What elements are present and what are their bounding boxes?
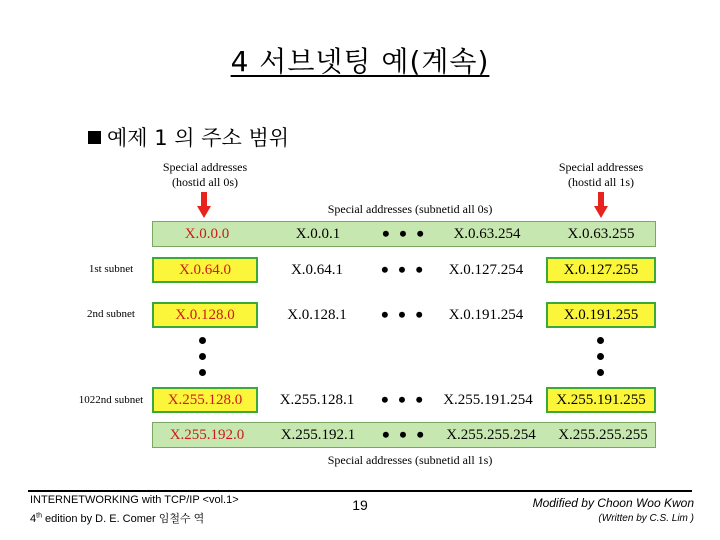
first-host-address: X.0.64.1: [290, 261, 344, 278]
ellipsis-dots: • • •: [380, 257, 426, 282]
first-host-address: X.255.192.1: [280, 426, 356, 443]
side-label-2nd-subnet: 2nd subnet: [87, 308, 135, 320]
page-number: 19: [352, 497, 368, 513]
note-hostid-all-0s: [150, 160, 260, 190]
vertical-dot: [199, 353, 206, 360]
network-address: X.0.64.0: [152, 257, 258, 283]
address-row-subnet1: [152, 257, 656, 283]
network-address: X.255.128.0: [152, 387, 258, 413]
ellipsis-dots: • • •: [381, 221, 427, 246]
last-host-address: X.255.191.254: [443, 391, 533, 408]
first-host-address: X.0.128.1: [287, 306, 347, 323]
network-address: X.0.128.0: [152, 302, 258, 328]
note-subnetid-all-1s: Special addresses (subnetid all 1s): [327, 453, 493, 467]
last-host-address: X.255.255.254: [446, 426, 536, 443]
note-subnetid-all-0s: Special addresses (subnetid all 0s): [327, 202, 493, 216]
edition-suffix: th: [36, 512, 42, 520]
first-host-address: X.0.0.1: [295, 225, 341, 242]
footer-edition: [30, 510, 204, 526]
last-host-address: X.0.127.254: [448, 261, 524, 278]
note-line: Special addresses: [558, 160, 644, 174]
footer-written-by: (Written by C.S. Lim ): [598, 513, 694, 524]
broadcast-address: X.0.63.255: [567, 225, 635, 242]
ellipsis-dots: • • •: [380, 387, 426, 412]
vertical-dot: [597, 369, 604, 376]
ellipsis-dots: • • •: [381, 422, 427, 447]
footer-book-title: INTERNETWORKING with TCP/IP <vol.1>: [30, 494, 239, 506]
note-line: (hostid all 1s): [568, 175, 634, 189]
side-label-1st-subnet: 1st subnet: [88, 263, 134, 275]
footer-divider: [28, 490, 692, 492]
edition-number: 4: [30, 513, 37, 525]
vertical-dot: [597, 337, 604, 344]
vertical-dot: [199, 369, 206, 376]
red-down-arrow-icon: [594, 192, 608, 218]
page-title: 4 서브넷팅 예(계속): [230, 45, 490, 78]
last-host-address: X.0.191.254: [448, 306, 524, 323]
note-line: Special addresses: [162, 160, 248, 174]
bullet-item: [88, 122, 289, 152]
note-hostid-all-1s: [546, 160, 656, 190]
address-row-subnet2: [152, 302, 656, 328]
broadcast-address: X.0.127.255: [546, 257, 656, 283]
footer-modified-by: Modified by Choon Woo Kwon: [532, 496, 694, 510]
bullet-text: 예제 1 의 주소 범위: [107, 126, 290, 150]
network-address: X.0.0.0: [184, 225, 230, 242]
broadcast-address: X.255.255.255: [558, 426, 648, 443]
broadcast-address: X.0.191.255: [546, 302, 656, 328]
ellipsis-dots: • • •: [380, 302, 426, 327]
vertical-dot: [597, 353, 604, 360]
address-row-subnet1022: [152, 387, 656, 413]
red-down-arrow-icon: [197, 192, 211, 218]
edition-text: edition by D. E. Comer 임철수 역: [41, 513, 205, 525]
broadcast-address: X.255.191.255: [546, 387, 656, 413]
address-row-subnet1023: [152, 422, 656, 448]
vertical-dot: [199, 337, 206, 344]
note-line: (hostid all 0s): [172, 175, 238, 189]
side-label-1022nd-subnet: 1022nd subnet: [78, 394, 144, 406]
first-host-address: X.255.128.1: [279, 391, 355, 408]
square-bullet-icon: [88, 131, 101, 144]
address-row-subnet0: [152, 221, 656, 247]
last-host-address: X.0.63.254: [453, 225, 521, 242]
network-address: X.255.192.0: [169, 426, 245, 443]
